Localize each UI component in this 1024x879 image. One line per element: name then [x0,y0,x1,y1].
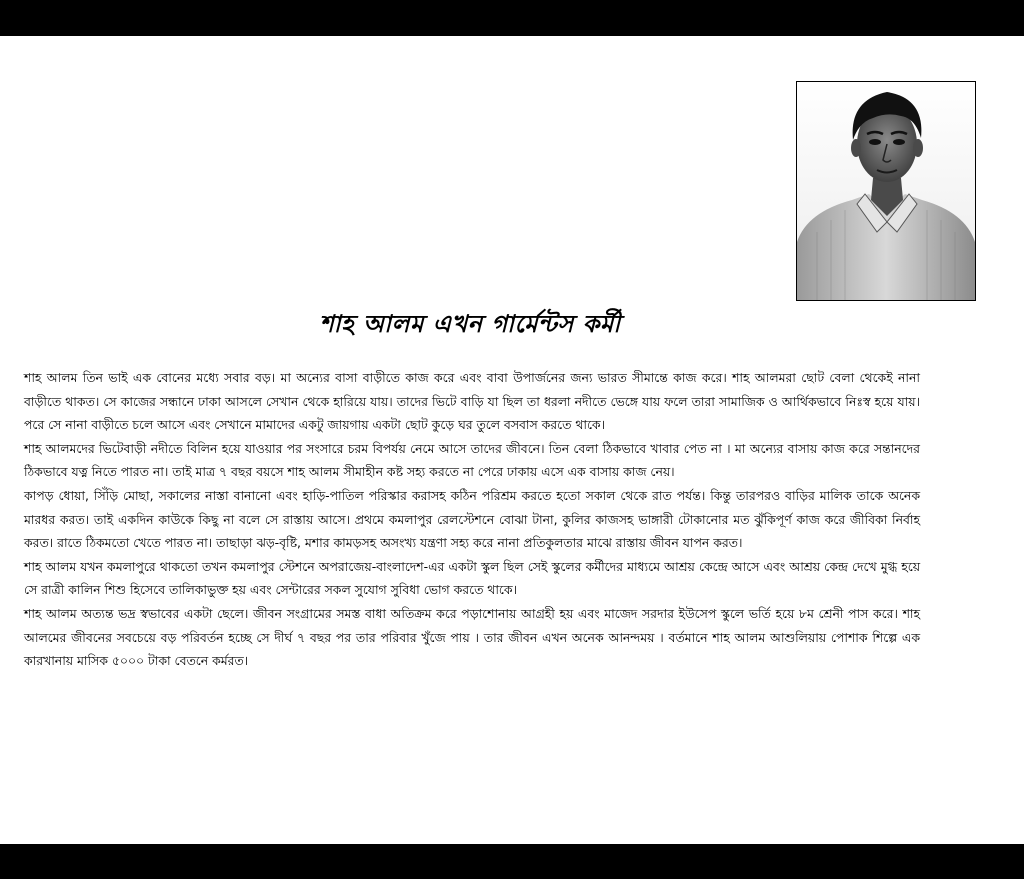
paragraph: শাহ আলম অত্যন্ত ভদ্র স্বভাবের একটা ছেলে। জীবন সংগ্রামের সমস্ত বাধা অতিক্রম করে পড়াশোনায় আগ্রহী হয় এবং মাজেদ সরদার ইউসেপ স্কুলে ভর্তি হয়ে ৮ম শ্রেনী পাস করে। শাহ আলমের জীবনের সবচেয়ে বড় পরিবর্তন হচ্ছে সে দীর্ঘ ৭ বছর পর তার পরিবার খুঁজে পায় । তার জীবন এখন অনেক আনন্দময় । বর্তমানে শাহ আলম আশুলিয়ায় পোশাক শিল্পে এক কারখানায় মাসিক ৫০০০ টাকা বেতনে কর্মরত। [24,605,920,669]
document-title: শাহ আলম এখন গার্মেন্টস কর্মী [319,310,621,338]
document-page [0,36,1024,844]
paragraph: কাপড় ধোয়া, সিঁড়ি মোছা, সকালের নাস্তা বানানো এবং হাড়ি-পাতিল পরিস্কার করাসহ কঠিন পরিশ্রম করতে হতো সকাল থেকে রাত পর্যন্ত। কিন্তু তারপরও বাড়ির মালিক তাকে অনেক মারধর করত। তাই একদিন কাউকে কিছু না বলে সে রাস্তায় আসে। প্রথমে কমলাপুর রেলস্টেশনে বোঝা টানা, কুলির কাজসহ ভাঙ্গারী টোকানোর মত ঝুঁকিপূর্ণ কাজ করে জীবিকা নির্বাহ করত। রাতে ঠিকমতো খেতে পারত না। তাছাড়া ঝড়-বৃষ্টি, মশার কামড়সহ অসংখ্য যন্ত্রণা সহ্য করে নানা প্রতিকুলতার মাঝে রাস্তায় জীবন যাপন করত। [24,487,920,551]
paragraph: শাহ আলম যখন কমলাপুরে থাকতো তখন কমলাপুর স্টেশনে অপরাজেয়-বাংলাদেশ-এর একটা স্কুল ছিল সেই স্কুলের কর্মীদের মাধ্যমে আশ্রয় কেন্দ্রে আসে এবং আশ্রয় কেন্দ্র দেখে মুগ্ধ হয়ে সে রাত্রী কালিন শিশু হিসেবে তালিকাভুক্ত হয় এবং সেন্টারের সকল সুযোগ সুবিধা ভোগ করতে থাকে। [24,558,920,598]
document-body [24,366,920,673]
portrait-photo [796,81,976,301]
paragraph: শাহ আলম তিন ভাই এক বোনের মধ্যে সবার বড়। মা অন্যের বাসা বাড়ীতে কাজ করে এবং বাবা উপার্জনের জন্য ভারত সীমান্তে কাজ করে। শাহ আলমরা ছোট বেলা থেকেই নানা বাড়ীতে থাকত। সে কাজের সন্ধানে ঢাকা আসলে সেখান থেকে হারিয়ে যায়। তাদের ভিটে বাড়ি যা ছিল তা ধরলা নদীতে ভেঙ্গে যায় ফলে তারা সামাজিক ও আর্থিকভাবে নিঃস্ব হয়ে যায়। পরে সে নানা বাড়ীতে চলে আসে এবং সেখানে মামাদের একটু জায়গায় একটা ছোট কুড়ে ঘর তুলে বসবাস করতে থাকে। [24,370,920,433]
paragraph: শাহ আলমদের ভিটেবাড়ী নদীতে বিলিন হয়ে যাওয়ার পর সংসারে চরম বিপর্যয় নেমে আসে তাদের জীবনে। তিন বেলা ঠিকভাবে খাবার পেত না । মা অন্যের বাসায় কাজ করে সন্তানদের ঠিকভাবে যত্ন নিতে পারত না। তাই মাত্র ৭ বছর বয়সে শাহ আলম সীমাহীন কষ্ট সহ্য করতে না পেরে ঢাকায় এসে এক বাসায় কাজ নেয়। [24,440,920,480]
